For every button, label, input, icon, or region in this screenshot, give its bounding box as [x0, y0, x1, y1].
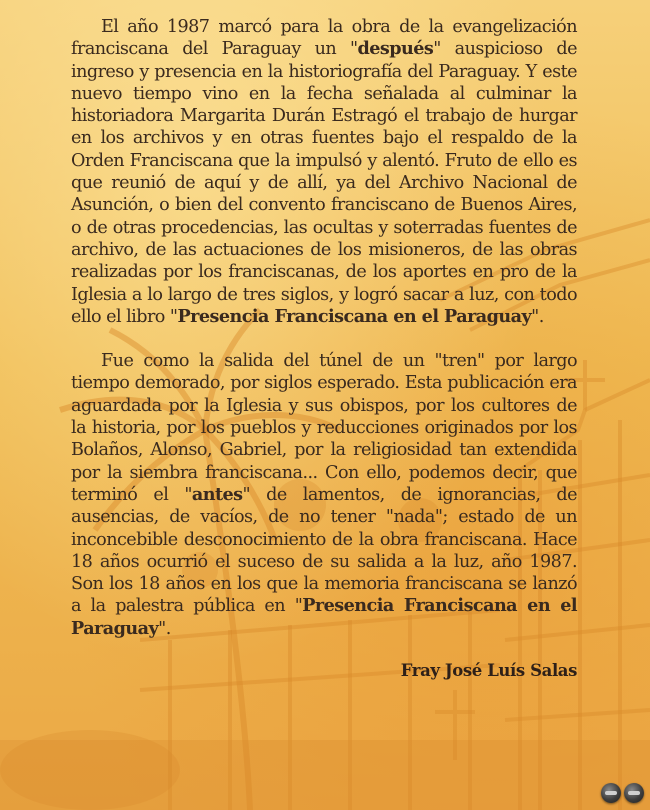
prev-page-button[interactable]: [601, 783, 621, 803]
body-text: Fue como la salida del túnel de un "tren" por largo tiempo demorado, por siglos esperado. Esta publicación era aguardada por la Iglesia y sus obispos, por los cultores de la historia, por los pueblos y reducciones originados por los Bolaños, Alonso, Gabriel, por la religiosidad tan extendida por la siembra franciscana... Con ello, podemos decir, que terminó el ": [71, 351, 577, 505]
emphasis-text: después: [357, 38, 434, 60]
emphasis-text: antes: [191, 483, 243, 505]
body-text: " auspicioso de ingreso y presencia en la historiografía del Paraguay. Y este nuevo tiempo vino en la fecha señalada al culminar la historiadora Margarita Durán Estragó el trabajo de hurgar en los archivos y en otras fuentes bajo el respaldo de la Orden Franciscana que la impulsó y alentó. Fruto de ello es que reunió de aquí y de allí, ya del Archivo Nacional de Asunción, o bien del convento franciscano de Buenos Aires, o de otras procedencias, las ocultas y soterradas fuentes de archivo, de las actuaciones de los misioneros, de las obras realizadas por los franciscanas, de los aportes en pro de la Iglesia a lo largo de tres siglos, y logró sacar a luz, con todo ello el libro ": [71, 39, 577, 327]
next-page-button[interactable]: [624, 783, 644, 803]
emphasis-text: Presencia Franciscana en el Paraguay: [71, 595, 577, 639]
next-page-icon: [628, 791, 640, 795]
prev-page-icon: [605, 791, 617, 795]
body-text: El año 1987 marcó para la obra de la evangelización franciscana del Paraguay un ": [71, 17, 577, 60]
emphasis-text: Presencia Franciscana en el Paraguay: [177, 305, 532, 327]
article-text: [71, 16, 577, 640]
paragraph-2: [71, 350, 577, 640]
body-text: ".: [531, 306, 544, 327]
author-signature: Fray José Luís Salas: [400, 661, 577, 680]
body-text: ".: [158, 618, 171, 639]
paragraph-1: [71, 16, 577, 328]
body-text: " de lamentos, de ignorancias, de ausencias, de vacíos, de no tener "nada"; estado de un inconcebible desconocimiento de la obra franciscana. Hace 18 años ocurrió el suceso de su salida a la luz, año 1987. Son los 18 años en los que la memoria franciscana se lanzó a la palestra pública en ": [71, 484, 578, 617]
